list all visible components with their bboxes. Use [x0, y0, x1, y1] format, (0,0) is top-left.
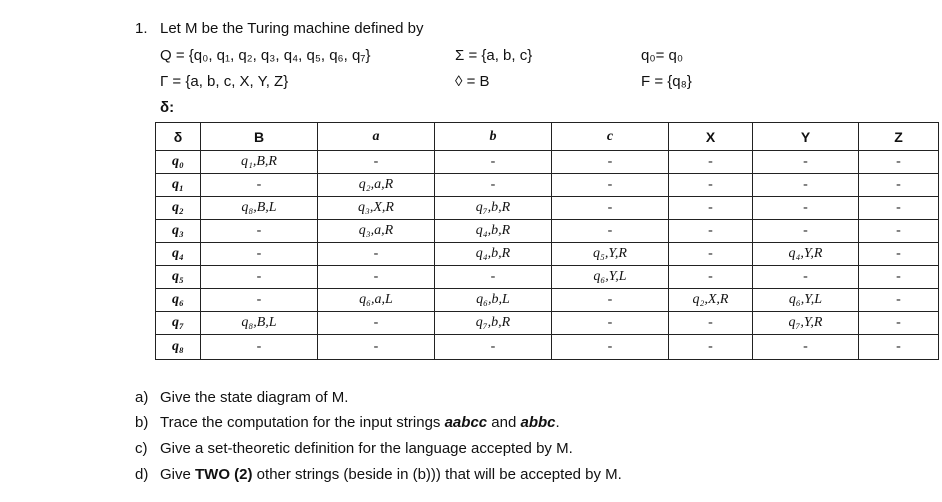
- part-b-label: b): [135, 414, 149, 431]
- transition-cell: q₆,a,L: [318, 289, 435, 312]
- transition-cell: -: [669, 312, 753, 335]
- transition-cell: -: [552, 289, 669, 312]
- transition-cell: -: [318, 312, 435, 335]
- header-delta: δ: [156, 123, 201, 151]
- transition-cell: -: [753, 174, 859, 197]
- transition-cell: -: [669, 335, 753, 360]
- transition-cell: q₆,Y,L: [552, 266, 669, 289]
- header-b: b: [435, 123, 552, 151]
- transition-cell: q₄,b,R: [435, 243, 552, 266]
- start-state: q₀= q₀: [641, 47, 684, 64]
- final-states: F = {q₈}: [641, 73, 692, 90]
- transition-cell: -: [201, 289, 318, 312]
- transition-cell: -: [201, 243, 318, 266]
- part-d-label: d): [135, 466, 149, 483]
- part-d-bold: TWO (2): [195, 466, 253, 483]
- state-cell: q₀: [156, 151, 201, 174]
- blank-symbol: ◊ = B: [455, 73, 490, 90]
- table-header-row: [156, 123, 939, 151]
- transition-cell: -: [753, 266, 859, 289]
- transition-cell: -: [753, 197, 859, 220]
- transition-cell: -: [318, 243, 435, 266]
- state-cell: q₁: [156, 174, 201, 197]
- table-row: [156, 151, 939, 174]
- table-row: [156, 220, 939, 243]
- transition-cell: -: [859, 266, 939, 289]
- transition-cell: -: [201, 266, 318, 289]
- table-row: [156, 197, 939, 220]
- part-d-text: [160, 466, 622, 483]
- transition-cell: q₄,b,R: [435, 220, 552, 243]
- transition-cell: -: [552, 174, 669, 197]
- question-number: 1.: [135, 20, 148, 37]
- transition-cell: -: [552, 220, 669, 243]
- transition-cell: -: [201, 220, 318, 243]
- input-alphabet: Σ = {a, b, c}: [455, 47, 533, 64]
- transition-cell: -: [669, 174, 753, 197]
- transition-cell: -: [859, 151, 939, 174]
- transition-cell: -: [669, 266, 753, 289]
- transition-cell: -: [435, 174, 552, 197]
- table-row: [156, 266, 939, 289]
- string-aabcc: aabcc: [444, 414, 488, 431]
- part-c-text: Give a set-theoretic definition for the language accepted by M.: [160, 440, 573, 457]
- state-cell: q₄: [156, 243, 201, 266]
- table-row: [156, 335, 939, 360]
- transition-cell: -: [669, 220, 753, 243]
- transition-cell: q₈,B,L: [201, 197, 318, 220]
- transition-cell: -: [859, 243, 939, 266]
- tape-alphabet: Γ = {a, b, c, X, Y, Z}: [160, 73, 289, 90]
- part-d-pre: Give: [160, 466, 196, 483]
- transition-cell: q₄,Y,R: [753, 243, 859, 266]
- question-intro: Let M be the Turing machine defined by: [160, 20, 424, 37]
- string-abbc: abbc: [520, 414, 556, 431]
- part-b-pre: Trace the computation for the input strings: [160, 414, 445, 431]
- transition-cell: q₂,X,R: [669, 289, 753, 312]
- transition-cell: -: [318, 335, 435, 360]
- part-b-text: [160, 414, 560, 431]
- transition-cell: -: [318, 151, 435, 174]
- transition-cell: q₇,b,R: [435, 197, 552, 220]
- header-Z: Z: [859, 123, 939, 151]
- transition-cell: -: [753, 335, 859, 360]
- transition-cell: q₃,a,R: [318, 220, 435, 243]
- header-c: c: [552, 123, 669, 151]
- transition-cell: -: [859, 289, 939, 312]
- transition-cell: -: [201, 335, 318, 360]
- transition-cell: -: [552, 335, 669, 360]
- transition-cell: q₆,b,L: [435, 289, 552, 312]
- state-cell: q₆: [156, 289, 201, 312]
- transition-cell: -: [201, 174, 318, 197]
- transition-cell: -: [859, 335, 939, 360]
- transition-cell: -: [753, 220, 859, 243]
- part-a-text: Give the state diagram of M.: [160, 389, 349, 406]
- transition-cell: -: [859, 312, 939, 335]
- transition-cell: -: [552, 312, 669, 335]
- transition-cell: -: [859, 197, 939, 220]
- table-row: [156, 312, 939, 335]
- delta-label: δ:: [160, 99, 175, 116]
- transition-cell: -: [859, 174, 939, 197]
- part-b-mid: and: [487, 414, 521, 431]
- transition-cell: -: [669, 243, 753, 266]
- state-cell: q₅: [156, 266, 201, 289]
- transition-cell: -: [669, 151, 753, 174]
- transition-cell: q₆,Y,L: [753, 289, 859, 312]
- header-B: B: [201, 123, 318, 151]
- transition-cell: q₃,X,R: [318, 197, 435, 220]
- state-cell: q₈: [156, 335, 201, 360]
- header-Y: Y: [753, 123, 859, 151]
- state-cell: q₇: [156, 312, 201, 335]
- states-set: Q = {q₀, q₁, q₂, q₃, q₄, q₅, q₆, q₇}: [160, 47, 371, 64]
- transition-cell: q₈,B,L: [201, 312, 318, 335]
- transition-cell: q₂,a,R: [318, 174, 435, 197]
- part-c-label: c): [135, 440, 148, 457]
- part-d-post: other strings (beside in (b))) that will be accepted by M.: [252, 466, 622, 483]
- state-cell: q₂: [156, 197, 201, 220]
- transition-cell: q₇,b,R: [435, 312, 552, 335]
- transition-cell: -: [435, 151, 552, 174]
- transition-cell: -: [552, 151, 669, 174]
- header-a: a: [318, 123, 435, 151]
- part-a-label: a): [135, 389, 149, 406]
- transition-cell: -: [318, 266, 435, 289]
- transition-cell: -: [859, 220, 939, 243]
- state-cell: q₃: [156, 220, 201, 243]
- transition-cell: -: [669, 197, 753, 220]
- transition-cell: q₅,Y,R: [552, 243, 669, 266]
- transition-cell: -: [753, 151, 859, 174]
- table-row: [156, 243, 939, 266]
- transition-table: [155, 122, 939, 360]
- header-X: X: [669, 123, 753, 151]
- table-row: [156, 174, 939, 197]
- transition-cell: q₇,Y,R: [753, 312, 859, 335]
- table-row: [156, 289, 939, 312]
- transition-cell: -: [435, 266, 552, 289]
- transition-cell: -: [552, 197, 669, 220]
- transition-cell: -: [435, 335, 552, 360]
- transition-cell: q₁,B,R: [201, 151, 318, 174]
- part-b-post: .: [555, 414, 560, 431]
